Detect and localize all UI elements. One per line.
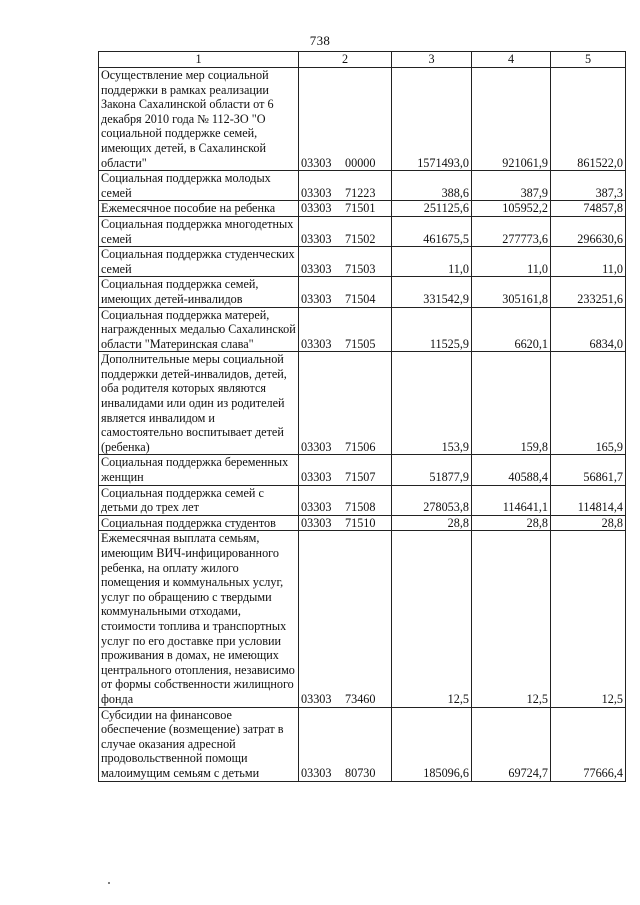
budget-code-cell xyxy=(299,707,392,781)
amount-v5: 233251,6 xyxy=(551,277,626,307)
amount-v5: 28,8 xyxy=(551,515,626,531)
amount-v5: 56861,7 xyxy=(551,455,626,485)
article-code: 71510 xyxy=(345,515,376,530)
row-description: Ежемесячное пособие на ребенка xyxy=(99,201,299,217)
article-code: 71506 xyxy=(345,439,376,454)
table-row xyxy=(99,352,626,455)
budget-code-cell xyxy=(299,307,392,352)
amount-v4: 277773,6 xyxy=(472,216,551,246)
column-header: 1 xyxy=(99,52,299,68)
amount-v5: 296630,6 xyxy=(551,216,626,246)
amount-v3: 1571493,0 xyxy=(392,68,472,171)
column-header: 3 xyxy=(392,52,472,68)
table-row xyxy=(99,247,626,277)
column-header: 4 xyxy=(472,52,551,68)
column-header: 5 xyxy=(551,52,626,68)
row-description: Социальная поддержка студентов xyxy=(99,515,299,531)
amount-v5: 11,0 xyxy=(551,247,626,277)
budget-code-cell xyxy=(299,531,392,707)
table-row xyxy=(99,455,626,485)
amount-v4: 105952,2 xyxy=(472,201,551,217)
section-code: 03303 xyxy=(301,291,332,306)
article-code: 71508 xyxy=(345,500,376,515)
section-code: 03303 xyxy=(301,231,332,246)
table-row xyxy=(99,68,626,171)
table-row xyxy=(99,171,626,201)
article-code: 71501 xyxy=(345,201,376,216)
article-code: 80730 xyxy=(345,765,376,780)
section-code: 03303 xyxy=(301,515,332,530)
table-row xyxy=(99,515,626,531)
amount-v4: 11,0 xyxy=(472,247,551,277)
amount-v5: 861522,0 xyxy=(551,68,626,171)
row-description: Социальная поддержка студенческих семей xyxy=(99,247,299,277)
amount-v3: 28,8 xyxy=(392,515,472,531)
article-code: 71505 xyxy=(345,336,376,351)
amount-v4: 921061,9 xyxy=(472,68,551,171)
budget-code-cell xyxy=(299,485,392,515)
amount-v3: 331542,9 xyxy=(392,277,472,307)
amount-v3: 11,0 xyxy=(392,247,472,277)
amount-v4: 28,8 xyxy=(472,515,551,531)
budget-code-cell xyxy=(299,277,392,307)
table-row xyxy=(99,531,626,707)
amount-v4: 114641,1 xyxy=(472,485,551,515)
amount-v3: 251125,6 xyxy=(392,201,472,217)
amount-v3: 51877,9 xyxy=(392,455,472,485)
section-code: 03303 xyxy=(301,470,332,485)
amount-v4: 12,5 xyxy=(472,531,551,707)
row-description: Социальная поддержка беременных женщин xyxy=(99,455,299,485)
article-code: 71507 xyxy=(345,470,376,485)
amount-v4: 40588,4 xyxy=(472,455,551,485)
article-code: 73460 xyxy=(345,691,376,706)
row-description: Социальная поддержка семей, имеющих детей-инвалидов xyxy=(99,277,299,307)
section-code: 03303 xyxy=(301,336,332,351)
row-description: Ежемесячная выплата семьям, имеющим ВИЧ-инфицированного ребенка, на оплату жилого помещения и коммунальных услуг, услуг по обращению с твердыми коммунальными отходами, стоимости топлива и транспортных услуг по его доставке при условии проживания в домах, не имеющих центрального отопления, независимо от формы собственности жилищного фонда xyxy=(99,531,299,707)
article-code: 71223 xyxy=(345,185,376,200)
amount-v4: 159,8 xyxy=(472,352,551,455)
budget-code-cell xyxy=(299,201,392,217)
table-row xyxy=(99,216,626,246)
section-code: 03303 xyxy=(301,765,332,780)
budget-code-cell xyxy=(299,455,392,485)
amount-v4: 6620,1 xyxy=(472,307,551,352)
amount-v5: 74857,8 xyxy=(551,201,626,217)
scan-dot xyxy=(108,882,110,884)
amount-v4: 305161,8 xyxy=(472,277,551,307)
amount-v3: 461675,5 xyxy=(392,216,472,246)
table-row xyxy=(99,707,626,781)
budget-code-cell xyxy=(299,171,392,201)
amount-v4: 387,9 xyxy=(472,171,551,201)
section-code: 03303 xyxy=(301,691,332,706)
amount-v3: 278053,8 xyxy=(392,485,472,515)
page-number: 738 xyxy=(309,33,331,48)
amount-v5: 165,9 xyxy=(551,352,626,455)
table-row xyxy=(99,307,626,352)
amount-v4: 69724,7 xyxy=(472,707,551,781)
amount-v5: 12,5 xyxy=(551,531,626,707)
section-code: 03303 xyxy=(301,261,332,276)
section-code: 03303 xyxy=(301,185,332,200)
article-code: 00000 xyxy=(345,155,376,170)
row-description: Социальная поддержка молодых семей xyxy=(99,171,299,201)
amount-v5: 387,3 xyxy=(551,171,626,201)
section-code: 03303 xyxy=(301,500,332,515)
table-row xyxy=(99,277,626,307)
article-code: 71503 xyxy=(345,261,376,276)
amount-v3: 153,9 xyxy=(392,352,472,455)
budget-code-cell xyxy=(299,247,392,277)
row-description: Социальная поддержка матерей, награжденных медалью Сахалинской области "Материнская слава" xyxy=(99,307,299,352)
row-description: Социальная поддержка семей с детьми до трех лет xyxy=(99,485,299,515)
table-header-row xyxy=(99,52,626,68)
row-description: Субсидии на финансовое обеспечение (возмещение) затрат в случае оказания адресной продовольственной помощи малоимущим семьям с детьми xyxy=(99,707,299,781)
budget-code-cell xyxy=(299,68,392,171)
row-description: Социальная поддержка многодетных семей xyxy=(99,216,299,246)
row-description: Дополнительные меры социальной поддержки детей-инвалидов, детей, оба родителя которых являются инвалидами или один из родителей является инвалидом и самостоятельно воспитывает детей (ребенка) xyxy=(99,352,299,455)
amount-v3: 12,5 xyxy=(392,531,472,707)
article-code: 71502 xyxy=(345,231,376,246)
amount-v3: 185096,6 xyxy=(392,707,472,781)
amount-v3: 388,6 xyxy=(392,171,472,201)
article-code: 71504 xyxy=(345,291,376,306)
row-description: Осуществление мер социальной поддержки в рамках реализации Закона Сахалинской области от 6 декабря 2010 года № 112-ЗО "О социальной поддержке семей, имеющих детей, в Сахалинской области" xyxy=(99,68,299,171)
budget-code-cell xyxy=(299,216,392,246)
budget-code-cell xyxy=(299,515,392,531)
amount-v3: 11525,9 xyxy=(392,307,472,352)
table-row xyxy=(99,201,626,217)
section-code: 03303 xyxy=(301,201,332,216)
section-code: 03303 xyxy=(301,155,332,170)
budget-table xyxy=(98,51,626,782)
column-header: 2 xyxy=(299,52,392,68)
table-row xyxy=(99,485,626,515)
amount-v5: 6834,0 xyxy=(551,307,626,352)
section-code: 03303 xyxy=(301,439,332,454)
amount-v5: 114814,4 xyxy=(551,485,626,515)
amount-v5: 77666,4 xyxy=(551,707,626,781)
budget-code-cell xyxy=(299,352,392,455)
